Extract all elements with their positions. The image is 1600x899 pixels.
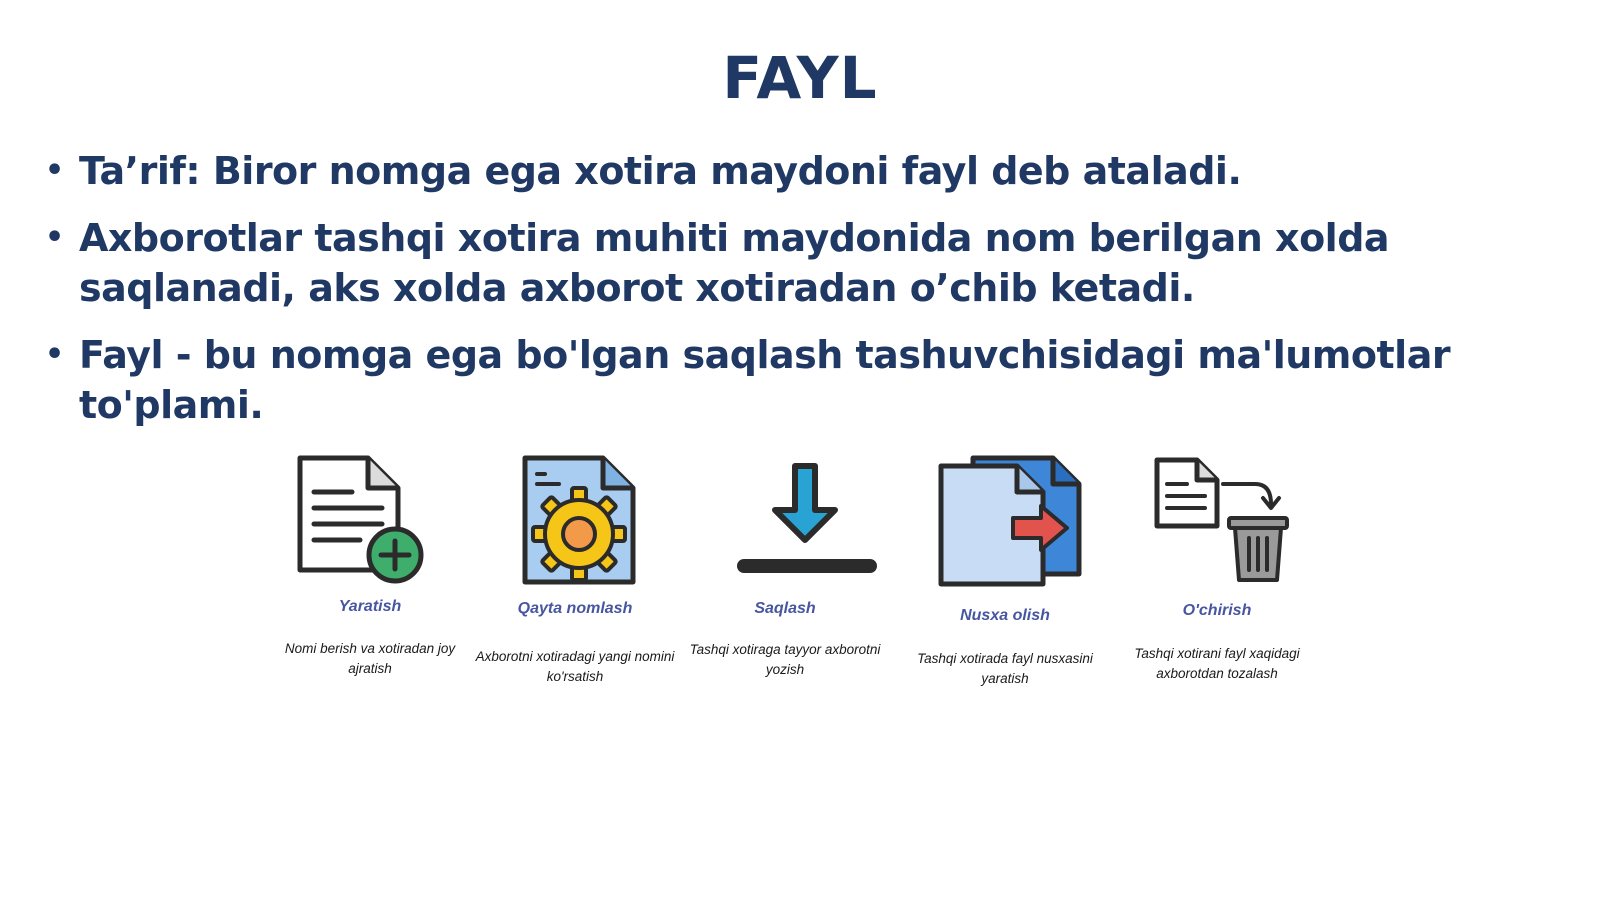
- operation-name: Saqlash: [754, 600, 816, 617]
- operation-name: O'chirish: [1182, 602, 1252, 619]
- file-gear-icon: [515, 450, 695, 595]
- slide-title: FAYL: [722, 44, 878, 112]
- operation-name: Qayta nomlash: [517, 600, 633, 617]
- trash-icon: [1147, 450, 1327, 595]
- bullet-list: [45, 146, 1570, 447]
- file-copy-icon: [931, 450, 1111, 595]
- bullet-text: Fayl - bu nomga ega bo'lgan saqlash tashuvchisidagi ma'lumotlar to'plami.: [79, 333, 1451, 427]
- bullet-item: [45, 213, 1570, 313]
- operation-name: Yaratish: [338, 598, 402, 615]
- bullet-dot: •: [45, 153, 64, 188]
- bullet-dot: •: [45, 337, 64, 372]
- operation-description: Tashqi xotirada fayl nusxasini yaratish: [917, 651, 1093, 686]
- file-operations-diagram: [270, 450, 1330, 720]
- bullet-text: Ta’rif: Biror nomga ega xotira maydoni fayl deb ataladi.: [79, 149, 1242, 193]
- bullet-item: [45, 330, 1570, 430]
- file-add-icon: [290, 450, 470, 595]
- operation-description: Axborotni xotiradagi yangi nomini ko'rsatish: [475, 649, 675, 684]
- operation-description: Nomi berish va xotiradan joy ajratish: [284, 641, 456, 676]
- operation-name: Nusxa olish: [960, 607, 1050, 624]
- bullet-dot: •: [45, 220, 64, 255]
- bullet-item: [45, 146, 1570, 196]
- operation-description: Tashqi xotirani fayl xaqidagi axborotdan tozalash: [1134, 646, 1300, 681]
- bullet-text: Axborotlar tashqi xotira muhiti maydonida nom berilgan xolda saqlanadi, aks xolda axborot xotiradan o’chib ketadi.: [79, 216, 1390, 310]
- download-icon: [717, 450, 897, 595]
- operation-description: Tashqi xotiraga tayyor axborotni yozish: [689, 642, 881, 677]
